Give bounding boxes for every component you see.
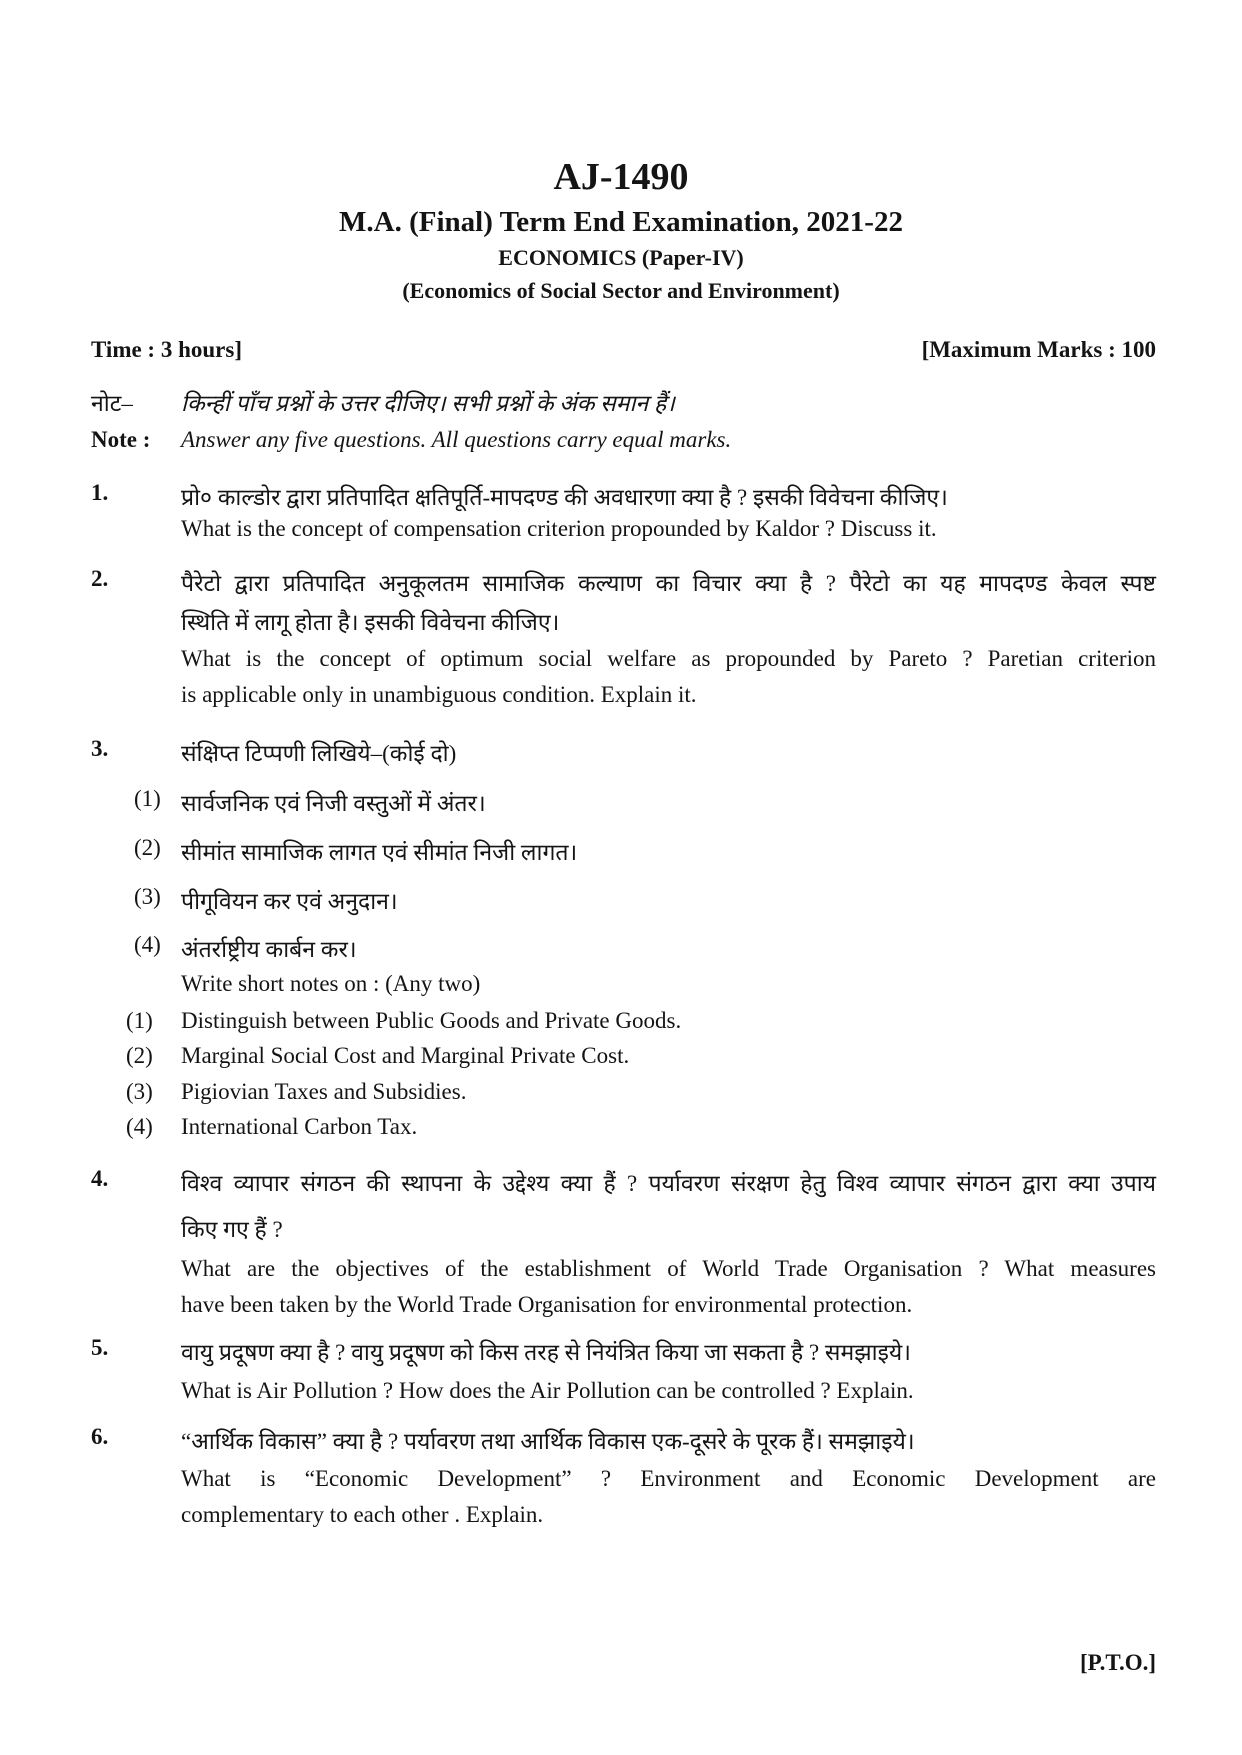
please-turn-over: [P.T.O.] [1079, 1650, 1156, 1675]
question-text-english: is applicable only in unambiguous condition. Explain it. [181, 682, 697, 707]
note-english-label: Note : [91, 427, 151, 452]
question-text-english: Write short notes on : (Any two) [181, 971, 481, 996]
question-number: 1. [91, 480, 109, 505]
note-hindi-label: नोट– [91, 391, 133, 416]
question-number: 5. [91, 1335, 109, 1360]
item-text: Distinguish between Public Goods and Private Goods. [181, 1008, 682, 1033]
maximum-marks: [Maximum Marks : 100 [921, 337, 1156, 362]
question-text-english: What is the concept of compensation criterion propounded by Kaldor ? Discuss it. [181, 516, 937, 541]
question-text-hindi: पैरेटो द्वारा प्रतिपादित अनुकूलतम सामाजिक कल्याण का विचार क्या है ? पैरेटो का यह मापदण्ड केवल स्पष्ट [181, 571, 1156, 596]
question-number: 3. [91, 736, 109, 761]
question-text-hindi: प्रो० काल्डोर द्वारा प्रतिपादित क्षतिपूर्ति-मापदण्ड की अवधारणा क्या है ? इसकी विवेचना कीजिए। [181, 485, 948, 510]
item-number: (3) [134, 884, 161, 909]
item-text: सार्वजनिक एवं निजी वस्तुओं में अंतर। [181, 791, 486, 816]
time-allowed: Time : 3 hours] [91, 337, 242, 362]
question-text-english: What is the concept of optimum social welfare as propounded by Pareto ? Paretian criterion [181, 646, 1156, 671]
item-number: (4) [134, 932, 161, 957]
item-number: (1) [134, 786, 161, 811]
question-text-english: What are the objectives of the establishment of World Trade Organisation ? What measures [181, 1256, 1156, 1281]
question-number: 4. [91, 1166, 109, 1191]
subject-title: ECONOMICS (Paper-IV) [498, 245, 744, 270]
item-number: (2) [134, 835, 161, 860]
item-text: Marginal Social Cost and Marginal Private Cost. [181, 1043, 630, 1068]
exam-title: M.A. (Final) Term End Examination, 2021-22 [339, 206, 903, 238]
paper-header [0, 152, 1242, 308]
exam-meta [91, 337, 1156, 363]
paper-title: (Economics of Social Sector and Environment) [402, 278, 840, 303]
question-text-hindi: “आर्थिक विकास” क्या है ? पर्यावरण तथा आर्थिक विकास एक-दूसरे के पूरक हैं। समझाइये। [181, 1429, 915, 1454]
question-text-hindi: संक्षिप्त टिप्पणी लिखिये–(कोई दो) [181, 741, 457, 766]
item-text: Pigiovian Taxes and Subsidies. [181, 1079, 467, 1104]
paper-code: AJ-1490 [553, 156, 689, 198]
question-text-hindi: वायु प्रदूषण क्या है ? वायु प्रदूषण को किस तरह से नियंत्रित किया जा सकता है ? समझाइये। [181, 1340, 911, 1365]
question-text-hindi: विश्व व्यापार संगठन की स्थापना के उद्देश्य क्या हैं ? पर्यावरण संरक्षण हेतु विश्व व्यापार संगठन द्वारा क्या उपाय [181, 1171, 1156, 1196]
question-text-english: complementary to each other . Explain. [181, 1502, 544, 1527]
question-number: 6. [91, 1424, 109, 1449]
item-text: पीगूवियन कर एवं अनुदान। [181, 889, 398, 914]
item-text: अंतर्राष्ट्रीय कार्बन कर। [181, 937, 357, 962]
item-number: (1) [126, 1008, 153, 1033]
question-text-hindi: किए गए हैं ? [181, 1217, 283, 1242]
item-number: (2) [126, 1043, 153, 1068]
question-number: 2. [91, 566, 109, 591]
item-number: (4) [126, 1114, 153, 1139]
item-text: सीमांत सामाजिक लागत एवं सीमांत निजी लागत। [181, 840, 578, 865]
question-text-hindi: स्थिति में लागू होता है। इसकी विवेचना कीजिए। [181, 610, 560, 635]
question-text-english: What is “Economic Development” ? Environment and Economic Development are [181, 1466, 1156, 1491]
note-hindi-text: किन्हीं पाँच प्रश्नों के उत्तर दीजिए। सभी प्रश्नों के अंक समान हैं। [181, 391, 675, 416]
note-english-text: Answer any five questions. All questions carry equal marks. [181, 427, 732, 452]
item-text: International Carbon Tax. [181, 1114, 418, 1139]
question-text-english: have been taken by the World Trade Organisation for environmental protection. [181, 1292, 913, 1317]
question-text-english: What is Air Pollution ? How does the Air Pollution can be controlled ? Explain. [181, 1378, 914, 1403]
item-number: (3) [126, 1079, 153, 1104]
